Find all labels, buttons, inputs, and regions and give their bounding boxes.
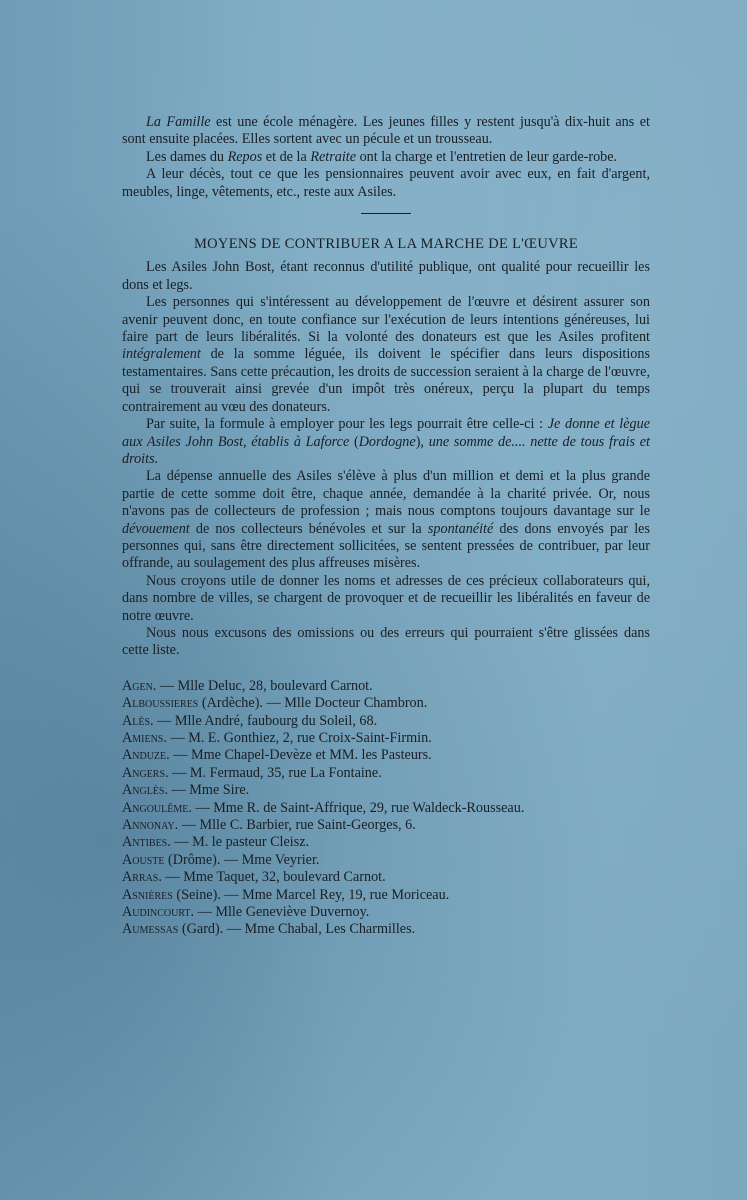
paragraph-formule (122, 416, 650, 468)
em-repos: Repos (227, 148, 263, 165)
em-formule: Je donne et lègue aux Asiles John Bost, établis à Laforce (122, 416, 650, 450)
intro-paragraph-deces: A leur décès, tout ce que les pensionnaires peuvent avoir avec eux, en fait d'argent, meubles, linge, vêtements, etc., reste aux Asiles. (122, 166, 650, 200)
collector-detail: (Ardèche). — Mlle Docteur Chambron. (198, 695, 428, 712)
collectors-list (122, 678, 650, 939)
collector-detail: — M. le pasteur Cleisz. (170, 834, 310, 851)
city-name: Asnières (122, 886, 173, 903)
paragraph-depense (122, 468, 650, 572)
em-spontaneite: spontanéité (427, 520, 494, 537)
p4-text-c: des dons envoyés par les personnes qui, sans être directement sollicitées, se sentent pressées de contribuer, par leur offrande, au soulagement des plus affreuses misères. (122, 520, 650, 572)
intro-repos-pre: Les dames du (146, 148, 228, 165)
city-name: Audincourt. (122, 904, 195, 921)
city-name: Aouste (122, 851, 165, 868)
list-item (122, 765, 650, 782)
section-title: MOYENS DE CONTRIBUER A LA MARCHE DE L'ŒUVRE (193, 236, 579, 253)
em-somme: une somme de.... nette de tous frais et droits. (122, 433, 650, 467)
paragraph-dons-legs: Les Asiles John Bost, étant reconnus d'utilité publique, ont qualité pour recueillir les dons et legs. (122, 259, 650, 293)
p3-text-a: Par suite, la formule à employer pour les legs pourrait être celle-ci : (146, 416, 548, 433)
p4-text-b: de nos collecteurs bénévoles et sur la (189, 520, 428, 537)
p4-text-a: La dépense annuelle des Asiles s'élève à plus d'un million et demi et la plus grande partie de cette somme doit être, chaque année, demandée à la charité privée. Or, nous n'avons pas de collecteurs de profession ; mais nous comptons toujours davantage sur le (122, 468, 650, 520)
list-item (122, 887, 650, 904)
paragraph-integralement (122, 294, 650, 416)
intro-paragraph-famille (122, 114, 650, 149)
city-name: Anduze. (122, 747, 170, 764)
paragraph-excuses: Nous nous excusons des omissions ou des erreurs qui pourraient s'être glissées dans cette liste. (122, 624, 650, 659)
city-name: Annonay. (122, 817, 179, 834)
intro-famille-text: est une école ménagère. Les jeunes filles y restent jusqu'à dix-huit ans et sont ensuite placées. Elles sortent avec un pécule et un trousseau. (122, 114, 650, 148)
city-name: Amiens. (122, 730, 167, 746)
list-item (122, 678, 650, 695)
city-name: Alès. (122, 712, 154, 729)
collector-detail: — Mme Taquet, 32, boulevard Carnot. (161, 869, 386, 886)
city-name: Antibes. (122, 834, 171, 851)
city-name: Arras. (122, 869, 162, 886)
p3-text-c: ), (415, 433, 429, 450)
list-item (122, 852, 650, 869)
list-item (122, 730, 650, 747)
city-name: Agen. (122, 677, 157, 694)
p3-text-b: ( (349, 433, 359, 450)
list-item (122, 817, 650, 834)
p2-text-a: Les personnes qui s'intéressent au développement de l'œuvre et désirent assurer son avenir peuvent donc, en toute confiance sur l'exécution de leurs intentions généreuses, lui faire part de leurs libéralités. Si la volonté des donateurs est que les Asiles profitent (122, 294, 650, 346)
list-item (122, 713, 650, 730)
em-devouement: dévouement (122, 520, 190, 537)
collector-detail: — Mlle Deluc, 28, boulevard Carnot. (156, 677, 373, 694)
city-name: Aumessas (122, 921, 179, 938)
paragraph-collaborateurs: Nous croyons utile de donner les noms et adresses de ces précieux collaborateurs qui, dans nombre de villes, se chargent de provoquer et de recueillir les libéralités en faveur de notre œuvre. (122, 572, 650, 624)
em-famille: La Famille (146, 114, 211, 130)
list-item (122, 921, 650, 938)
collector-detail: — Mme Sire. (168, 782, 250, 799)
section-divider (361, 213, 411, 214)
city-name: Angoulême. (122, 799, 192, 816)
collector-detail: — Mme Chapel-Devèze et MM. les Pasteurs. (169, 747, 432, 764)
city-name: Anglès. (122, 782, 169, 799)
list-item (122, 782, 650, 799)
list-item (122, 695, 650, 712)
collector-detail: — Mme R. de Saint-Affrique, 29, rue Waldeck-Rousseau. (191, 799, 525, 816)
intro-repos-mid: et de la (262, 148, 311, 165)
list-item (122, 869, 650, 886)
collector-detail: (Drôme). — Mme Veyrier. (164, 851, 320, 868)
city-name: Alboussieres (122, 695, 199, 712)
collector-detail: — M. E. Gonthiez, 2, rue Croix-Saint-Firmin. (166, 730, 432, 746)
collector-detail: — Mlle Geneviève Duvernoy. (194, 904, 370, 921)
collector-detail: — Mlle C. Barbier, rue Saint-Georges, 6. (178, 817, 416, 834)
list-item (122, 747, 650, 764)
em-retraite: Retraite (310, 148, 357, 165)
collector-detail: — M. Fermaud, 35, rue La Fontaine. (168, 764, 382, 781)
collector-detail: (Seine). — Mme Marcel Rey, 19, rue Moriceau. (172, 886, 450, 903)
collector-detail: (Gard). — Mme Chabal, Les Charmilles. (178, 921, 416, 938)
intro-repos-post: ont la charge et l'entretien de leur garde-robe. (356, 148, 618, 165)
city-name: Angers. (122, 764, 169, 781)
page-content (122, 114, 650, 939)
list-item (122, 834, 650, 851)
p2-text-b: de la somme léguée, ils doivent le spécifier dans leurs dispositions testamentaires. Sans cette précaution, les droits de succession seraient à la charge de l'œuvre, qui se trouverait ainsi grevée d'un impôt très onéreux, perçu la plupart du temps contrairement au vœu des donateurs. (122, 346, 650, 415)
intro-paragraph-repos (122, 149, 650, 166)
list-item (122, 904, 650, 921)
em-integralement: intégralement (122, 346, 201, 363)
em-dordogne: Dordogne (358, 433, 416, 450)
collector-detail: — Mlle André, faubourg du Soleil, 68. (153, 712, 378, 729)
list-item (122, 800, 650, 817)
